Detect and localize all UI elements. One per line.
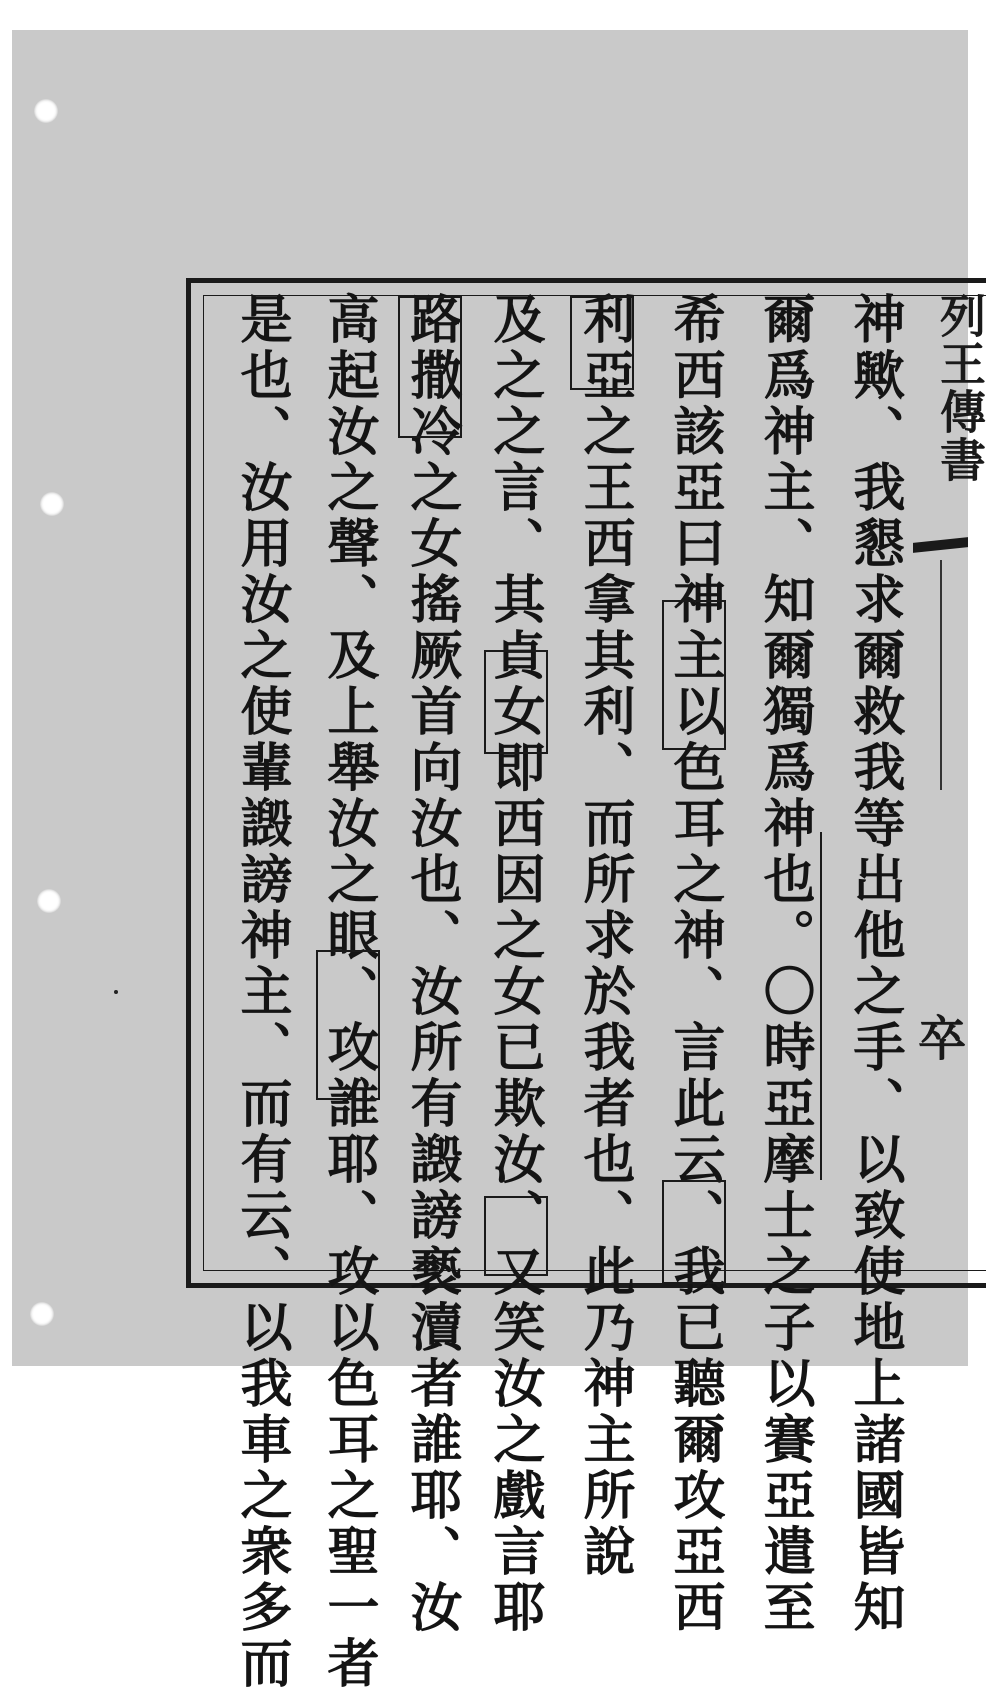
text-column-4: 利亞之王西拿其利、而所求於我者也、此乃神主所說 bbox=[574, 292, 635, 1580]
text-column-5: 及之之言、其貞女即西因之女已欺汝、又笑汝之戲言耶 bbox=[484, 292, 545, 1636]
book-title: 列王傳書 bbox=[933, 292, 987, 484]
name-box bbox=[484, 650, 548, 754]
name-box bbox=[662, 600, 726, 750]
name-box bbox=[484, 1196, 548, 1276]
text-column-6: 路撒冷之女搖厥首向汝也、汝所有譭謗褻瀆者誰耶、汝 bbox=[401, 292, 462, 1636]
text-column-8: 是也、汝用汝之使輩譭謗神主、而有云、以我車之衆多而 bbox=[231, 292, 292, 1692]
text-column-3: 希西該亞曰神主以色耳之神、言此云、我已聽爾攻亞西 bbox=[664, 292, 725, 1636]
name-box bbox=[662, 1180, 726, 1284]
name-box bbox=[806, 832, 822, 1180]
right-edge-glyph: 卒 bbox=[918, 1011, 967, 1067]
binder-hole bbox=[37, 889, 61, 913]
adjacent-leaf-edge bbox=[940, 560, 970, 790]
text-column-1: 神歟、我懇求爾救我等出他之手、以致使地上諸國皆知 bbox=[844, 292, 905, 1636]
name-box bbox=[398, 296, 462, 438]
speck bbox=[114, 990, 118, 994]
text-column-2: 爾爲神主、知爾獨爲神也。〇時亞摩士之子以賽亞遣至 bbox=[754, 292, 815, 1636]
name-box bbox=[570, 296, 634, 390]
binder-hole bbox=[30, 1302, 54, 1326]
binder-hole bbox=[34, 99, 58, 123]
binder-hole bbox=[40, 492, 64, 516]
name-box bbox=[316, 950, 380, 1100]
text-column-7: 高起汝之聲、及上舉汝之眼、攻誰耶、攻以色耳之聖一者 bbox=[318, 292, 379, 1692]
